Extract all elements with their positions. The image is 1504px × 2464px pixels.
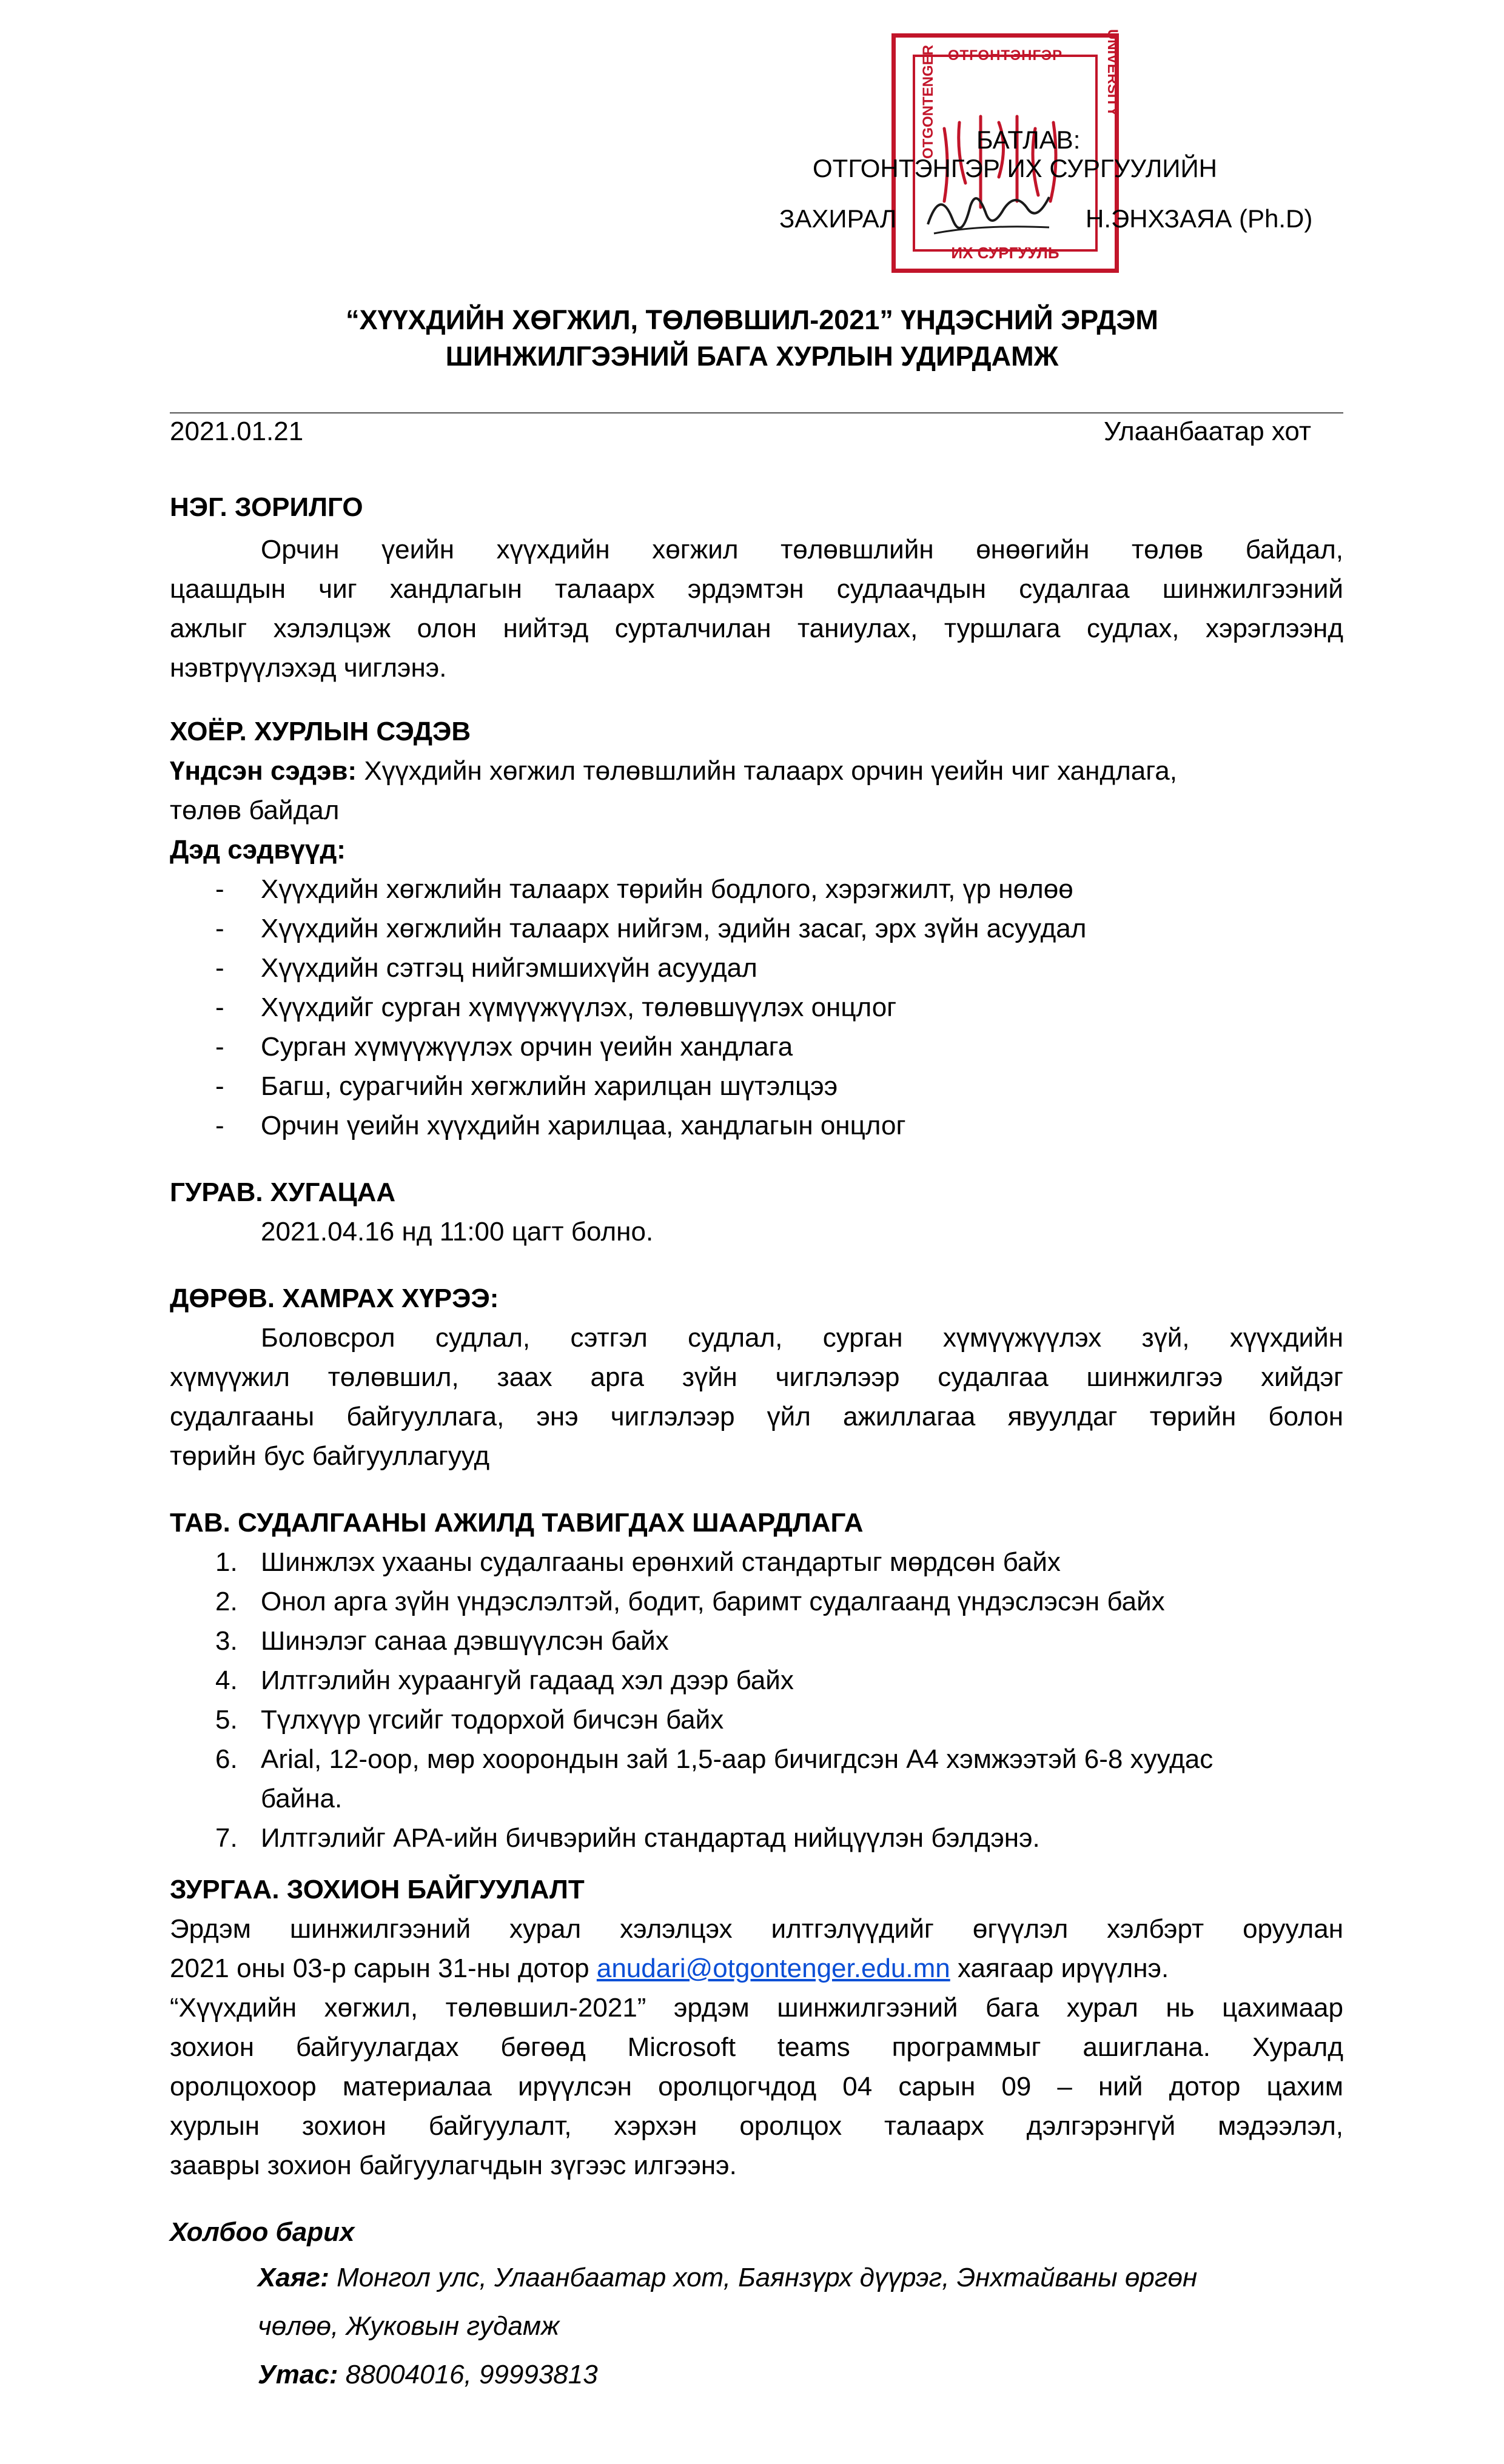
bullet-dash: - (215, 1032, 224, 1062)
list-item: Хүүхдийг сурган хүмүүжүүлэх, төлөвшүүлэх онцлог (261, 993, 897, 1022)
list-item: Түлхүүр үгсийг тодорхой бичсэн байх (261, 1705, 724, 1735)
list-number: 4. (215, 1666, 238, 1695)
section4-heading: ДӨРӨВ. ХАМРАХ ХҮРЭЭ: (170, 1284, 499, 1313)
contact-phone (258, 2362, 598, 2388)
section6-line: “Хүүхдийн хөгжил, төлөвшил-2021” эрдэм шинжилгээний бага хурал нь цахимаар (170, 1993, 1343, 2023)
list-item: Шинжлэх ухааны судалгааны ерөнхий стандартыг мөрдсөн байх (261, 1547, 1061, 1577)
section4-line: судалгааны байгууллага, энэ чиглэлээр үйл ажиллагаа явуулдаг төрийн болон (170, 1402, 1343, 1431)
section1-line: Орчин үеийн хүүхдийн хөгжил төлөвшлийн өнөөгийн төлөв байдал, (261, 535, 1343, 564)
list-number: 5. (215, 1705, 238, 1735)
signature (922, 182, 1061, 243)
contact-email-link[interactable]: anudari@otgontenger.edu.mn (596, 1953, 950, 1983)
list-number: 2. (215, 1587, 238, 1616)
bullet-dash: - (215, 1111, 224, 1140)
section6-line: Эрдэм шинжилгээний хурал хэлэлцэх илтгэлүүдийг өгүүлэл хэлбэрт оруулан (170, 1914, 1343, 1944)
document-date: 2021.01.21 (170, 417, 304, 446)
section1-line: нэвтрүүлэхэд чиглэнэ. (170, 653, 447, 683)
bullet-dash: - (215, 953, 224, 983)
list-item: Шинэлэг санаа дэвшүүлсэн байх (261, 1626, 669, 1656)
approval-director-title: ЗАХИРАЛ (779, 204, 897, 233)
list-number: 1. (215, 1547, 238, 1577)
bullet-dash: - (215, 993, 224, 1022)
list-item: Сурган хүмүүжүүлэх орчин үеийн хандлага (261, 1032, 793, 1062)
document-place: Улаанбаатар хот (1104, 417, 1312, 446)
section6-line: зохион байгуулагдах бөгөөд Microsoft teams программыг ашиглана. Хуралд (170, 2032, 1343, 2062)
list-item: Arial, 12-оор, мөр хоорондын зай 1,5-аар бичигдсэн А4 хэмжээтэй 6-8 хуудас (261, 1744, 1214, 1774)
list-item: Илтгэлийг APA-ийн бичвэрийн стандартад нийцүүлэн бэлдэнэ. (261, 1823, 1040, 1853)
section6-heading: ЗУРГАА. ЗОХИОН БАЙГУУЛАЛТ (170, 1875, 585, 1904)
list-item: Илтгэлийн хураангуй гадаад хэл дээр байх (261, 1666, 794, 1695)
phone-number: 88004016, 99993813 (338, 2360, 598, 2389)
seal-bottom-text: ИХ СУРГУУЛЬ (951, 244, 1059, 262)
list-item-cont: байна. (261, 1784, 343, 1813)
sub-topics-label: Дэд сэдвүүд: (170, 835, 346, 865)
list-item: Багш, сурагчийн хөгжлийн харилцан шүтэлцээ (261, 1071, 838, 1101)
approval-university: ОТГОНТЭНГЭР ИХ СУРГУУЛИЙН (813, 154, 1217, 182)
header-divider (170, 412, 1343, 413)
list-item: Хүүхдийн сэтгэц нийгэмшихүйн асуудал (261, 953, 757, 983)
section3-text: 2021.04.16 нд 11:00 цагт болно. (261, 1217, 654, 1247)
contact-address-cont: чөлөө, Жуковын гудамж (258, 2311, 560, 2341)
document-title-line1: “ХҮҮХДИЙН ХӨГЖИЛ, ТӨЛӨВШИЛ-2021” ҮНДЭСНИЙ ЭРДЭМ (346, 304, 1158, 335)
section1-line: цаашдын чиг хандлагын талаарх эрдэмтэн судлаачдын судалгаа шинжилгээний (170, 574, 1343, 604)
email-line-before: 2021 оны 03-р сарын 31-ны дотор (170, 1953, 597, 1983)
list-item: Хүүхдийн хөгжлийн талаарх төрийн бодлого, хэрэгжилт, үр нөлөө (261, 874, 1073, 904)
section3-heading: ГУРАВ. ХУГАЦАА (170, 1177, 396, 1207)
seal-left-text: OTGONTENGER (920, 44, 936, 159)
list-number: 7. (215, 1823, 238, 1853)
list-number: 6. (215, 1744, 238, 1774)
seal-top-text: ОТГОНТЭНГЭР (947, 47, 1063, 64)
bullet-dash: - (215, 874, 224, 904)
section6-line: заавры зохион байгуулагчдын зүгээс илгээнэ. (170, 2151, 737, 2180)
contact-address (258, 2265, 1197, 2291)
email-line-after: хаягаар ирүүлнэ. (950, 1953, 1169, 1983)
seal-right-text: UNIVERSITY (1104, 28, 1121, 116)
list-item: Хүүхдийн хөгжлийн талаарх нийгэм, эдийн засаг, эрх зүйн асуудал (261, 914, 1087, 943)
section1-line: ажлыг хэлэлцэж олон нийтэд сурталчилан таниулах, туршлага судлах, хэрэглээнд (170, 614, 1343, 643)
list-item: Орчин үеийн хүүхдийн харилцаа, хандлагын онцлог (261, 1111, 906, 1140)
document-title-line2: ШИНЖИЛГЭЭНИЙ БАГА ХУРЛЫН УДИРДАМЖ (445, 341, 1059, 372)
section4-line: төрийн бус байгууллагууд (170, 1441, 490, 1471)
bullet-dash: - (215, 1071, 224, 1101)
contact-heading: Холбоо барих (170, 2217, 355, 2247)
approval-label: БАТЛАВ: (976, 126, 1081, 154)
section1-heading: НЭГ. ЗОРИЛГО (170, 492, 363, 522)
address-text: Монгол улс, Улаанбаатар хот, Баянзүрх дүүрэг, Энхтайваны өргөн (329, 2263, 1198, 2292)
bullet-dash: - (215, 914, 224, 943)
main-topic-text: Хүүхдийн хөгжил төлөвшлийн талаарх орчин үеийн чиг хандлага, (357, 756, 1177, 786)
section2-main-topic-cont: төлөв байдал (170, 795, 340, 825)
section4-line: хүмүүжил төлөвшил, заах арга зүйн чиглэлээр судалгаа шинжилгээ хийдэг (170, 1362, 1343, 1392)
address-label: Хаяг: (258, 2263, 329, 2292)
approval-director-name: Н.ЭНХЗАЯА (Ph.D) (1086, 204, 1313, 233)
list-number: 3. (215, 1626, 238, 1656)
section2-heading: ХОЁР. ХУРЛЫН СЭДЭВ (170, 717, 471, 746)
section6-line: хурлын зохион байгуулалт, хэрхэн оролцох талаарх дэлгэрэнгүй мэдээлэл, (170, 2111, 1343, 2141)
section2-main-topic (170, 758, 1177, 785)
main-topic-label: Үндсэн сэдэв: (170, 756, 357, 786)
section6-line: оролцохоор материалаа ирүүлсэн оролцогчдод 04 сарын 09 – ний дотор цахим (170, 2072, 1343, 2101)
section6-line-email (170, 1955, 1343, 1986)
phone-label: Утас: (258, 2360, 338, 2389)
section4-line: Боловсрол судлал, сэтгэл судлал, сурган хүмүүжүүлэх зүй, хүүхдийн (261, 1323, 1343, 1353)
list-item: Онол арга зүйн үндэслэлтэй, бодит, баримт судалгаанд үндэслэсэн байх (261, 1587, 1165, 1616)
section5-heading: ТАВ. СУДАЛГААНЫ АЖИЛД ТАВИГДАХ ШААРДЛАГА (170, 1508, 864, 1538)
